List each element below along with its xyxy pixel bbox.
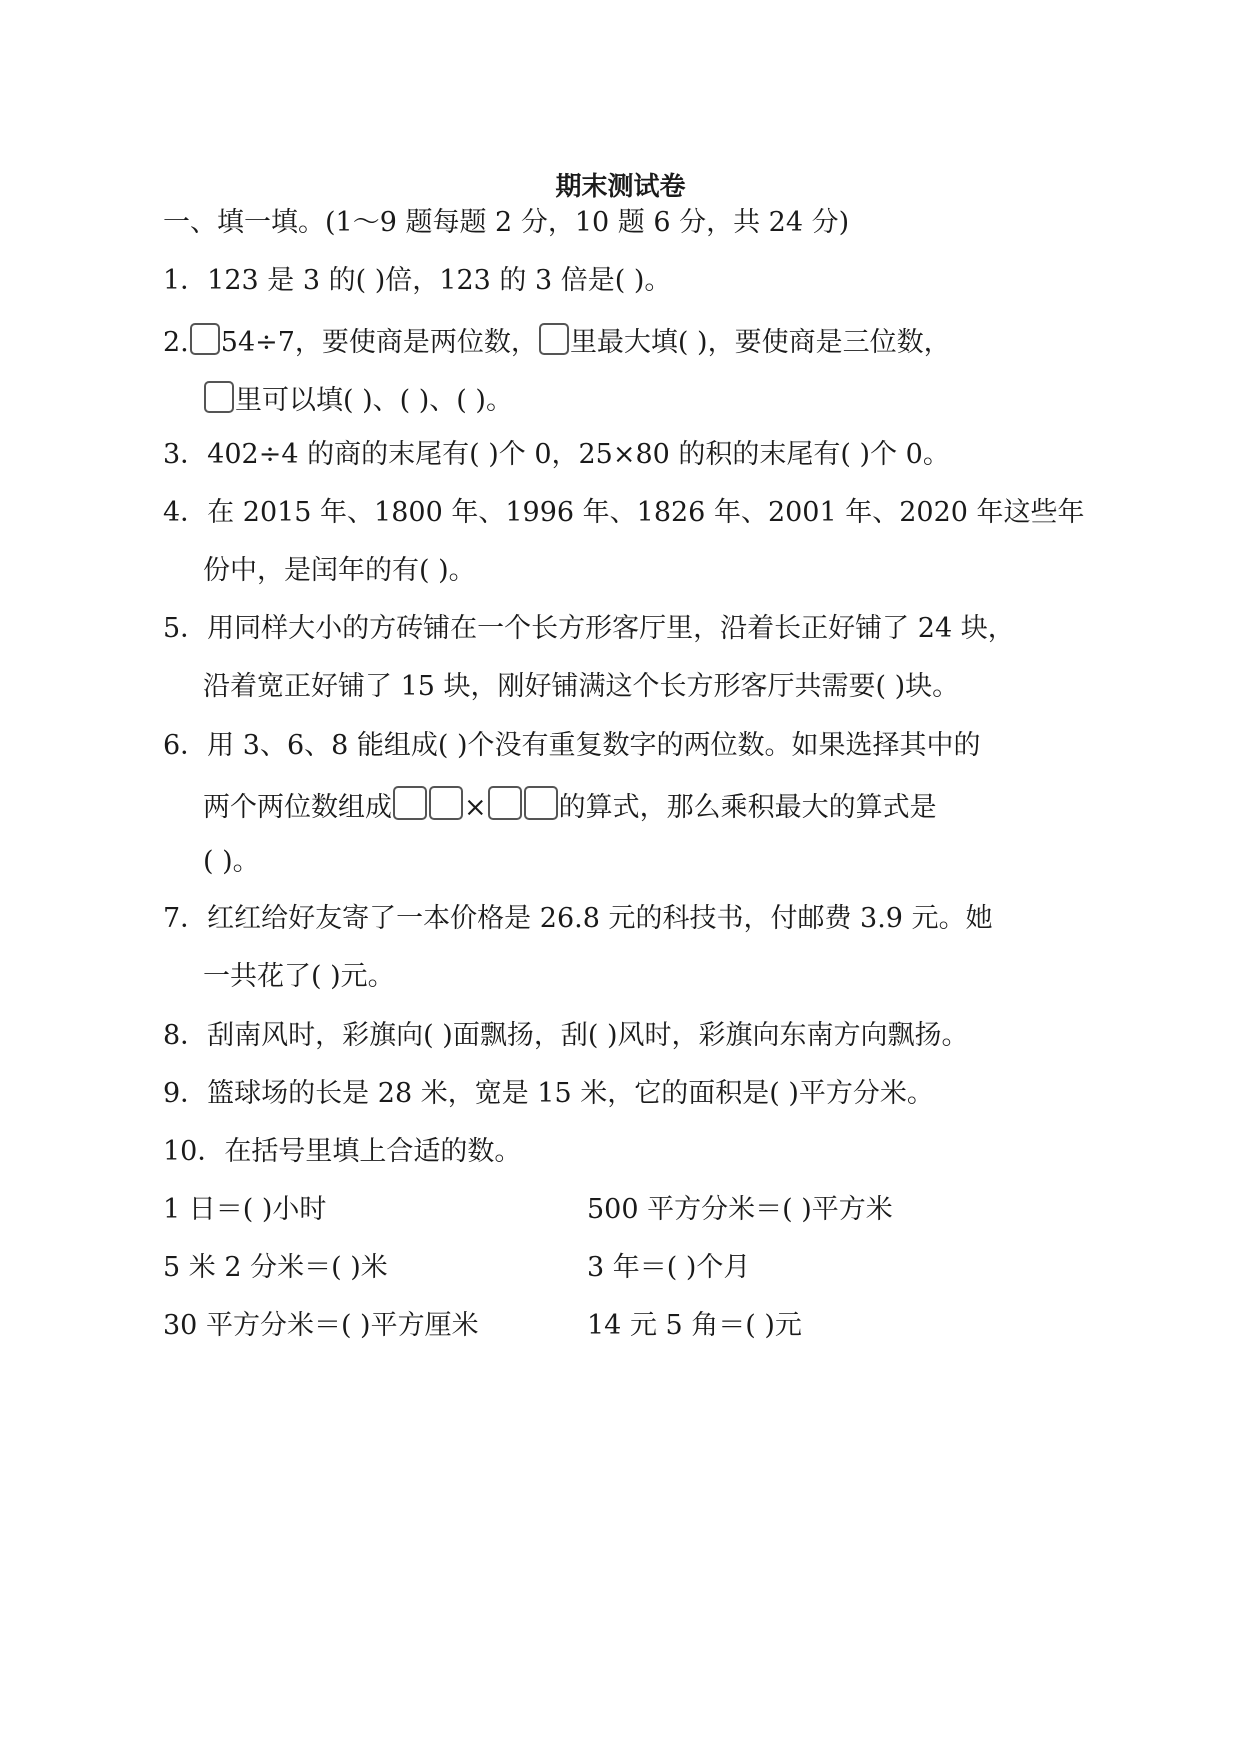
digit-box [429, 786, 463, 820]
digit-box [204, 381, 234, 413]
question-6-line-3: ( )。 [203, 846, 260, 877]
question-10: 10．在括号里填上合适的数。 [163, 1136, 522, 1167]
question-6-line-2 [203, 786, 937, 826]
conversion-item: 1 日＝( )小时 [163, 1194, 327, 1225]
question-6-line-2b: 的算式，那么乘积最大的算式是 [558, 792, 937, 823]
question-5-line-2: 沿着宽正好铺了 15 块，刚好铺满这个长方形客厅共需要( )块。 [203, 671, 960, 702]
question-2-number: 2. [163, 327, 189, 358]
digit-box [190, 323, 220, 355]
question-2-line-1 [163, 323, 951, 361]
conversion-item: 3 年＝( )个月 [587, 1252, 751, 1283]
section-heading: 一、填一填。(1～9 题每题 2 分，10 题 6 分，共 24 分) [163, 207, 850, 238]
times-sign: × [464, 792, 487, 823]
question-2-part-3: 里可以填( )、( )、( )。 [235, 385, 513, 416]
question-2-part-2: 里最大填( )，要使商是三位数， [569, 327, 951, 358]
question-1: 1．123 是 3 的( )倍，123 的 3 倍是( )。 [163, 265, 672, 296]
digit-box [524, 786, 558, 820]
question-8: 8．刮南风时，彩旗向( )面飘扬，刮( )风时，彩旗向东南方向飘扬。 [163, 1020, 969, 1051]
conversion-item: 5 米 2 分米＝( )米 [163, 1252, 388, 1283]
question-7-line-2: 一共花了( )元。 [203, 961, 395, 992]
digit-box [488, 786, 522, 820]
question-9: 9．篮球场的长是 28 米，宽是 15 米，它的面积是( )平方分米。 [163, 1078, 934, 1109]
question-2-line-2 [203, 381, 513, 419]
question-6-line-1: 6．用 3、6、8 能组成( )个没有重复数字的两位数。如果选择其中的 [163, 730, 981, 761]
digit-box [539, 323, 569, 355]
conversion-item: 500 平方分米＝( )平方米 [587, 1194, 893, 1225]
conversion-item: 14 元 5 角＝( )元 [587, 1310, 802, 1341]
conversion-item: 30 平方分米＝( )平方厘米 [163, 1310, 479, 1341]
digit-box [393, 786, 427, 820]
question-7-line-1: 7．红红给好友寄了一本价格是 26.8 元的科技书，付邮费 3.9 元。她 [163, 903, 993, 934]
page-title: 期末测试卷 [555, 172, 686, 202]
question-4-line-2: 份中，是闰年的有( )。 [203, 555, 476, 586]
question-4-line-1: 4．在 2015 年、1800 年、1996 年、1826 年、2001 年、2020 年这些年 [163, 497, 1085, 528]
question-3: 3．402÷4 的商的末尾有( )个 0，25×80 的积的末尾有( )个 0。 [163, 439, 950, 470]
question-5-line-1: 5．用同样大小的方砖铺在一个长方形客厅里，沿着长正好铺了 24 块， [163, 613, 1015, 644]
question-6-line-2a: 两个两位数组成 [203, 792, 392, 823]
question-2-part-1: 54÷7，要使商是两位数， [220, 327, 538, 358]
